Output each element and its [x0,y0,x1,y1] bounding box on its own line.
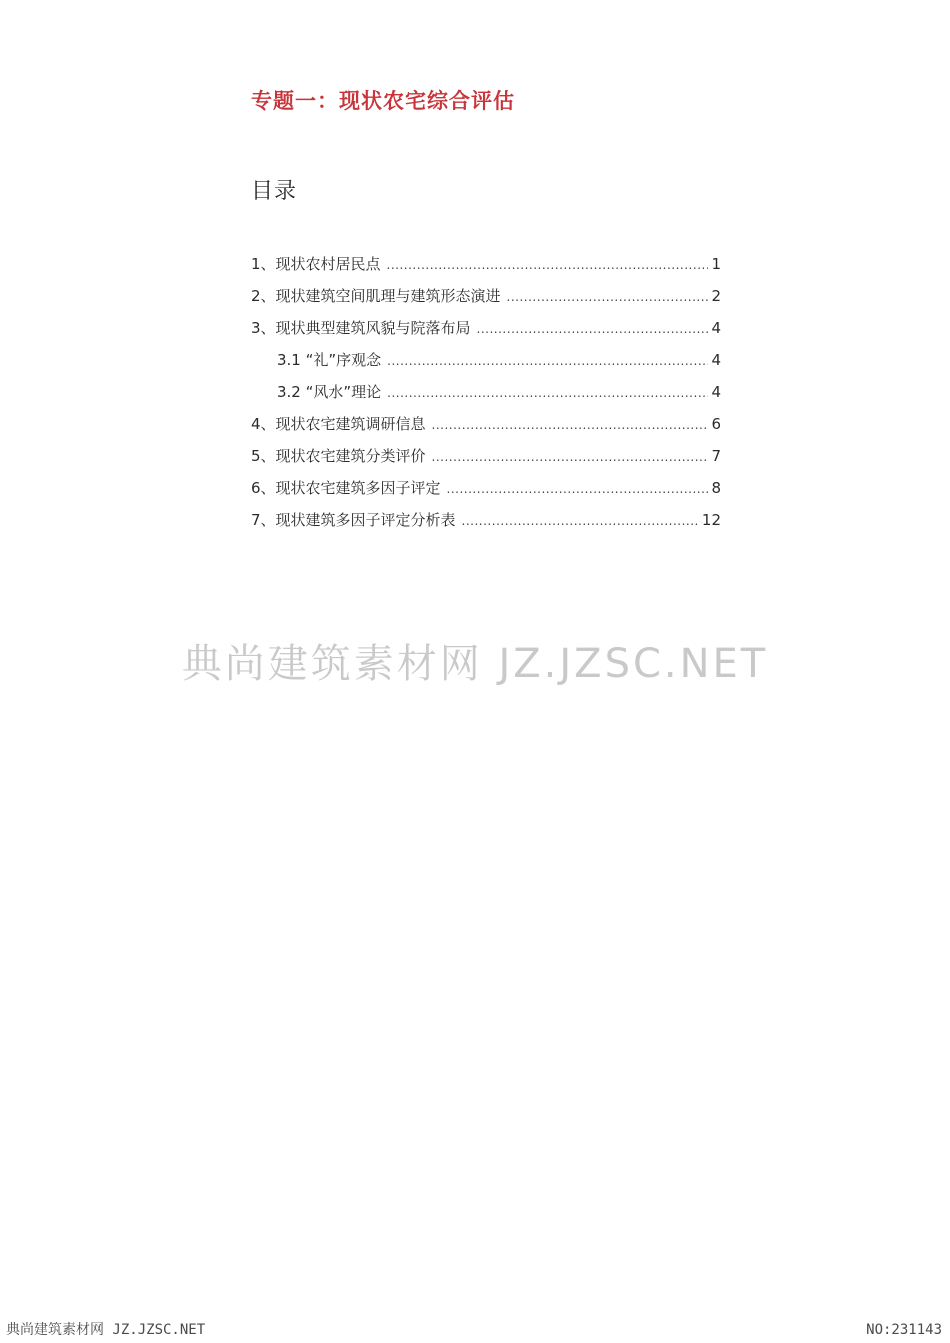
toc-entry-page: 4 [711,383,721,401]
toc-heading: 目录 [251,179,298,204]
toc-leader-dots [447,475,709,503]
toc-leader-dots [387,347,708,375]
toc-entry-label: 3.2 “风水”理论 [277,383,382,401]
toc-entry-page: 4 [711,319,721,337]
toc-entry-label: 5、现状农宅建筑分类评价 [251,447,426,465]
topic-title: 专题一：现状农宅综合评估 [251,89,515,113]
toc-leader-dots [432,443,709,471]
toc-entry-label: 4、现状农宅建筑调研信息 [251,415,426,433]
toc-entry[interactable] [251,282,721,314]
watermark-footer-right: NO:231143 [866,1322,942,1338]
toc-leader-dots [477,315,709,343]
toc-entry-page: 1 [711,255,721,273]
table-of-contents [251,250,721,538]
toc-entry-label: 7、现状建筑多因子评定分析表 [251,511,456,529]
toc-entry-page: 4 [711,351,721,369]
toc-entry-label: 3.1 “礼”序观念 [277,351,382,369]
toc-entry-label: 3、现状典型建筑风貌与院落布局 [251,319,471,337]
toc-leader-dots [432,411,709,439]
watermark-footer-left: 典尚建筑素材网 JZ.JZSC.NET [6,1322,206,1338]
toc-entry-page: 6 [711,415,721,433]
toc-entry-page: 2 [711,287,721,305]
toc-entry[interactable] [251,474,721,506]
toc-leader-dots [387,251,709,279]
toc-entry-label: 2、现状建筑空间肌理与建筑形态演进 [251,287,501,305]
toc-entry-page: 7 [711,447,721,465]
toc-entry[interactable] [251,410,721,442]
toc-entry-page: 12 [701,511,721,529]
toc-leader-dots [507,283,709,311]
toc-entry-label: 1、现状农村居民点 [251,255,381,273]
toc-entry[interactable] [251,442,721,474]
toc-leader-dots [462,507,699,535]
toc-entry-label: 6、现状农宅建筑多因子评定 [251,479,441,497]
watermark-center: 典尚建筑素材网 JZ.JZSC.NET [181,641,769,687]
toc-entry[interactable] [251,250,721,282]
toc-entry[interactable] [251,506,721,538]
toc-subentry[interactable] [251,346,721,378]
toc-leader-dots [387,379,708,407]
toc-entry[interactable] [251,314,721,346]
toc-entry-page: 8 [711,479,721,497]
toc-subentry[interactable] [251,378,721,410]
